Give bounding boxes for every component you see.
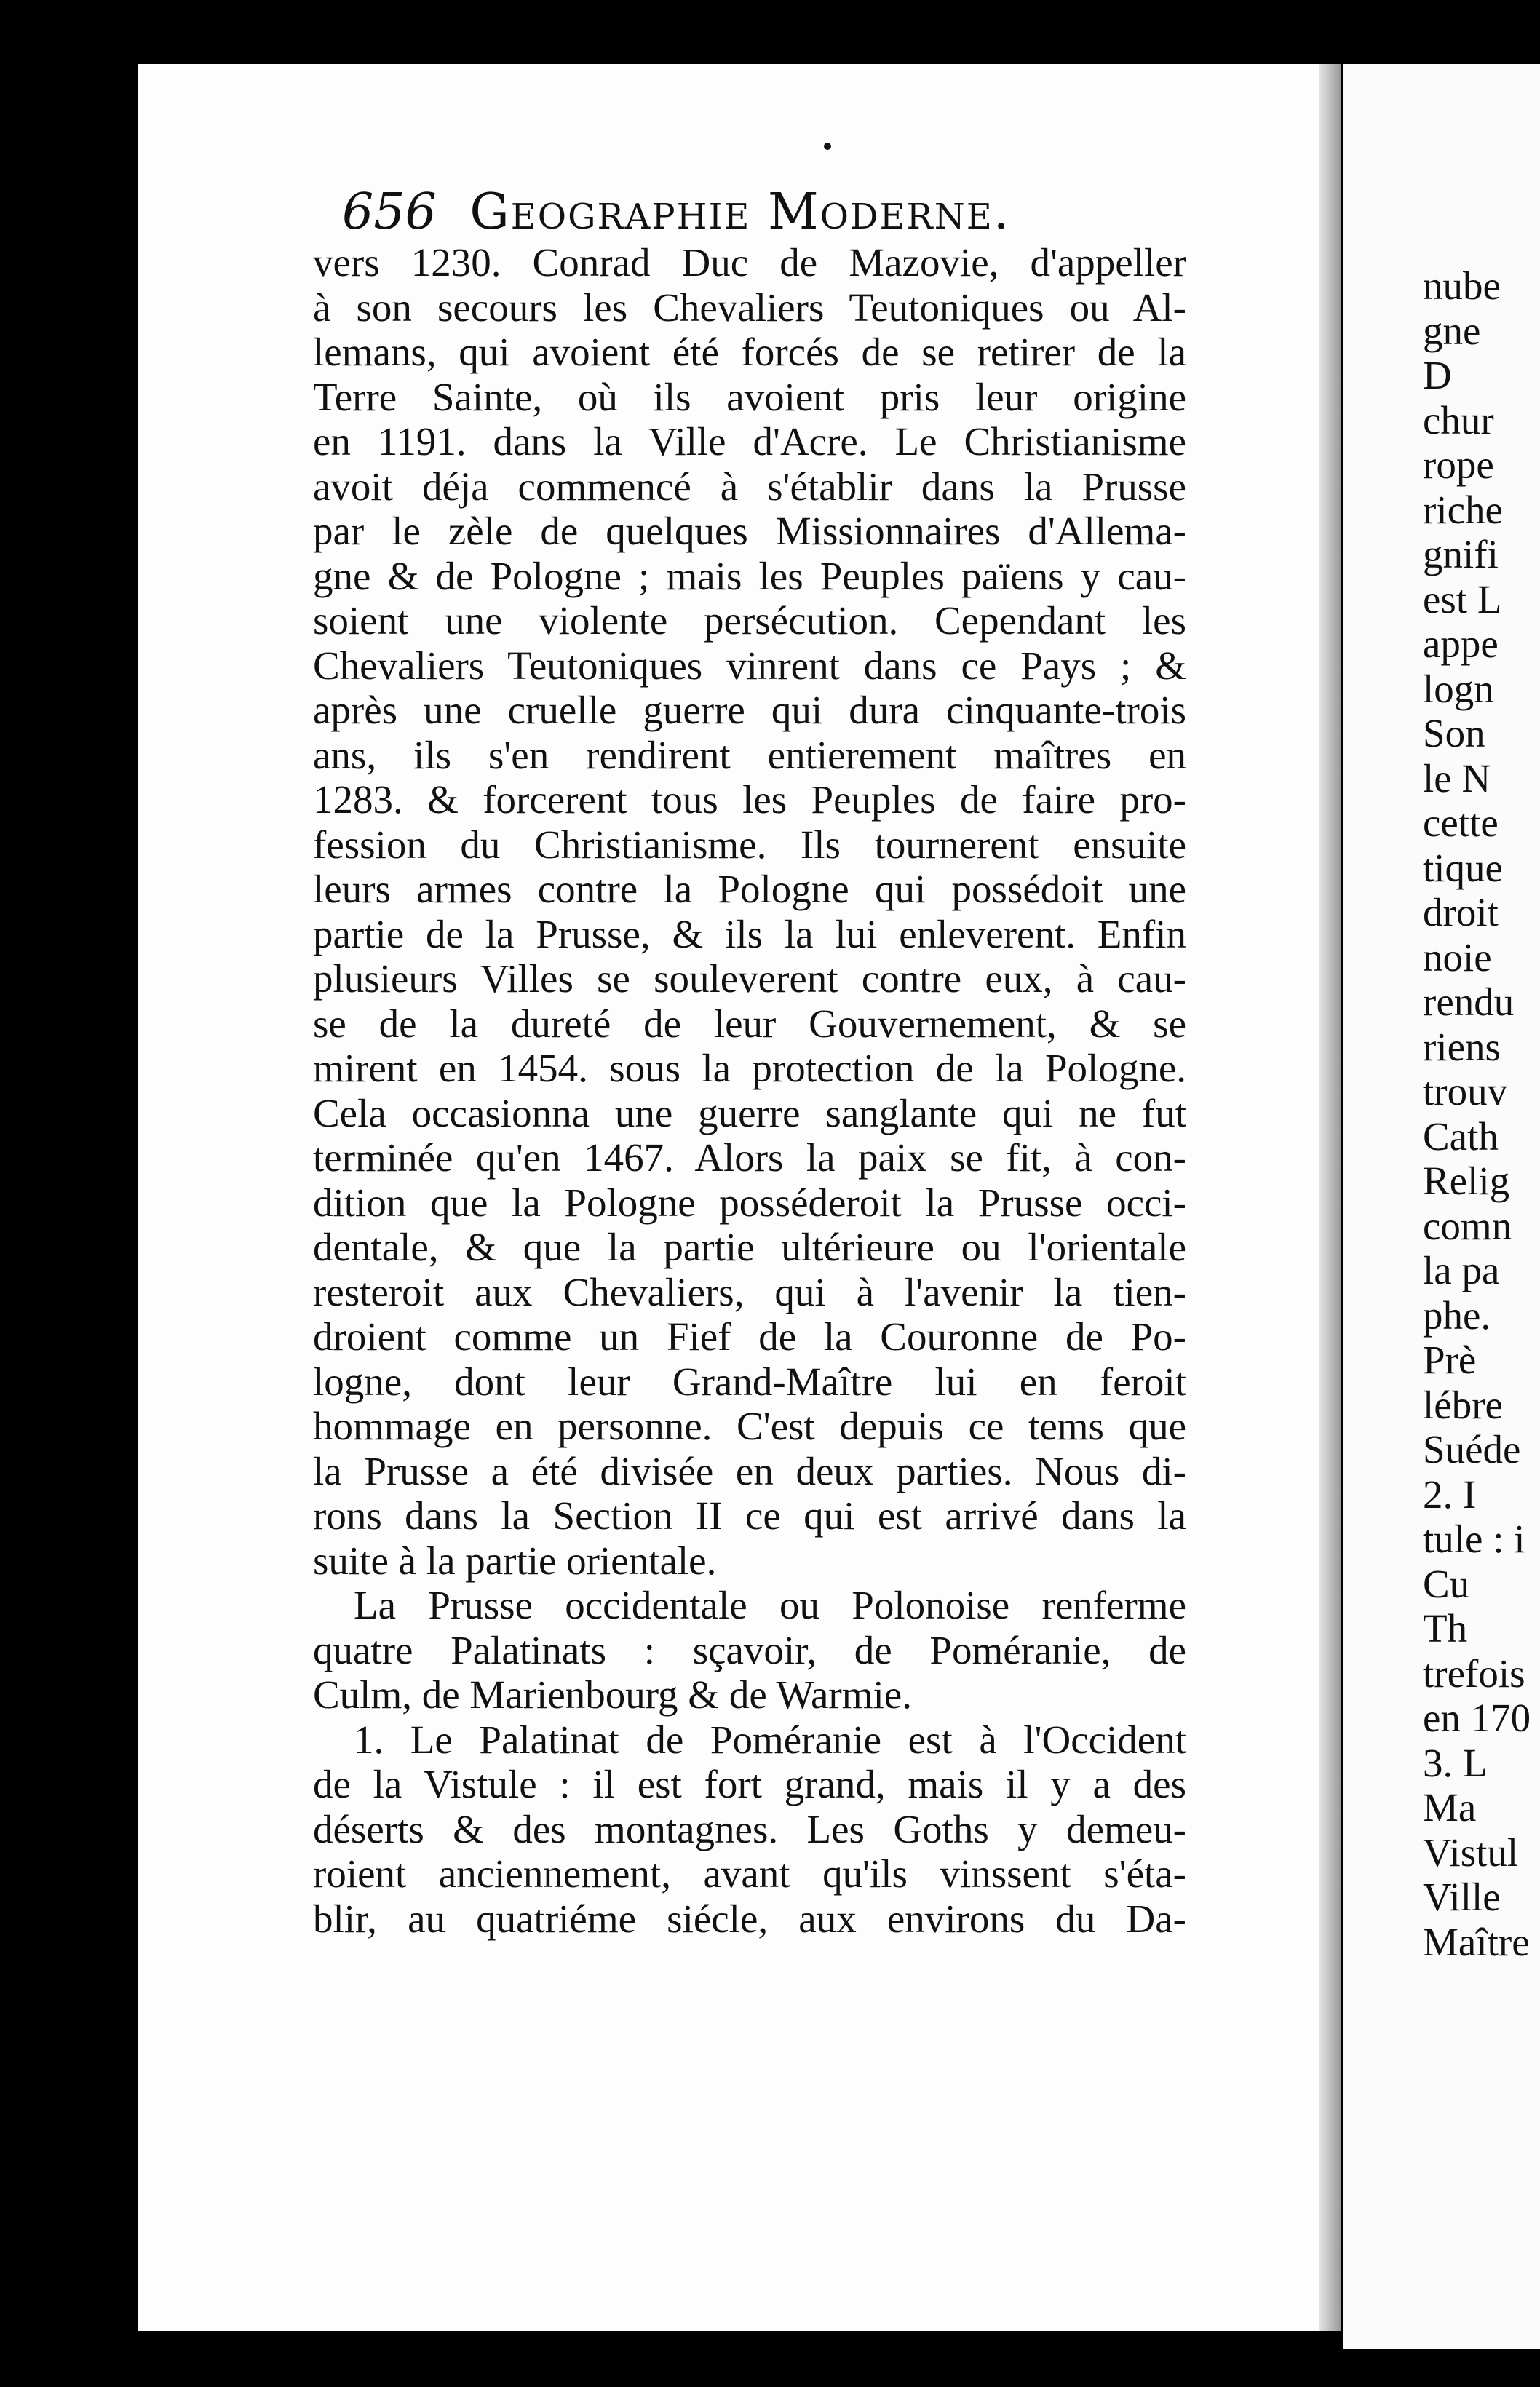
text-line: terminée qu'en 1467. Alors la paix se fit, à con- [313, 1135, 1186, 1180]
facing-text-line: chur [1423, 397, 1494, 442]
facing-text-line: le N [1423, 755, 1491, 801]
text-line: dition que la Pologne posséderoit la Prusse occi- [313, 1180, 1186, 1225]
facing-text-line: cette [1423, 801, 1499, 845]
facing-text-line: droit [1423, 890, 1499, 934]
ink-speck [824, 143, 831, 150]
text-line: droient comme un Fief de la Couronne de Po- [313, 1314, 1186, 1359]
facing-text-line: Cu [1423, 1561, 1470, 1606]
text-line: Cela occasionna une guerre sanglante qui ne fut [313, 1090, 1186, 1135]
text-line: resteroit aux Chevaliers, qui à l'avenir la tien- [313, 1269, 1186, 1314]
text-line: gne & de Pologne ; mais les Peuples païens y cau- [313, 553, 1186, 598]
facing-text-line: nube [1423, 263, 1501, 308]
facing-text-line: Cath [1423, 1113, 1499, 1159]
text-line: en 1191. dans la Ville d'Acre. Le Christianisme [313, 419, 1186, 464]
facing-text-line: gnifi [1423, 532, 1499, 576]
text-line: lemans, qui avoient été forcés de se retirer de la [313, 330, 1186, 374]
facing-text-line: phe. [1423, 1292, 1491, 1338]
body-text [313, 240, 1186, 1941]
facing-text-line: trefois [1423, 1651, 1525, 1696]
facing-text-line: logn [1423, 666, 1494, 711]
text-line: à son secours les Chevaliers Teutoniques ou Al- [313, 285, 1186, 330]
text-line: suite à la partie orientale. [313, 1538, 717, 1583]
facing-text-line: trouv [1423, 1069, 1508, 1113]
text-line: rons dans la Section II ce qui est arrivé dans la [313, 1493, 1186, 1538]
text-line: quatre Palatinats : sçavoir, de Poméranie, de [313, 1627, 1186, 1672]
facing-page-text-fragment [1423, 263, 1540, 1964]
text-line: vers 1230. Conrad Duc de Mazovie, d'appeller [313, 240, 1186, 285]
text-line: partie de la Prusse, & ils la lui enleverent. Enfin [313, 911, 1186, 956]
facing-text-line: D [1423, 353, 1452, 397]
text-line: hommage en personne. C'est depuis ce tems que [313, 1404, 1186, 1448]
text-line: de la Vistule : il est fort grand, mais il y a des [313, 1762, 1186, 1806]
facing-text-line: Vistul [1423, 1830, 1519, 1875]
text-line: dentale, & que la partie ultérieure ou l'orientale [313, 1225, 1186, 1269]
text-line: roient anciennement, avant qu'ils vinssent s'éta- [313, 1851, 1186, 1896]
facing-text-line: Suéde [1423, 1427, 1521, 1471]
text-line: La Prusse occidentale ou Polonoise renferme [354, 1583, 1186, 1627]
facing-text-line: en 170 [1423, 1696, 1531, 1740]
facing-text-line: est L [1423, 576, 1502, 621]
text-line: Culm, de Marienbourg & de Warmie. [313, 1672, 912, 1717]
text-line: fession du Christianisme. Ils tournerent ensuite [313, 822, 1186, 867]
text-line: blir, au quatriéme siécle, aux environs du Da- [313, 1896, 1186, 1941]
facing-text-line: riche [1423, 487, 1503, 532]
facing-text-line: 2. I [1423, 1471, 1477, 1517]
facing-text-line: rendu [1423, 980, 1515, 1024]
text-line: soient une violente persécution. Cependant les [313, 598, 1186, 643]
facing-text-line: Maître [1423, 1919, 1530, 1964]
text-line: par le zèle de quelques Missionnaires d'Allema- [313, 509, 1186, 553]
facing-text-line: gne [1423, 308, 1481, 353]
facing-text-line: lébre [1423, 1382, 1503, 1427]
text-line: Chevaliers Teutoniques vinrent dans ce Pays ; & [313, 643, 1186, 688]
facing-text-line: tique [1423, 845, 1503, 890]
page-number: 656 [342, 183, 437, 241]
text-line: Terre Sainte, où ils avoient pris leur origine [313, 374, 1186, 419]
book-gutter [1319, 64, 1341, 2331]
text-line: mirent en 1454. sous la protection de la Pologne. [313, 1046, 1186, 1090]
facing-text-line: Prè [1423, 1338, 1477, 1382]
facing-text-line: Relig [1423, 1159, 1510, 1203]
running-header [342, 183, 1070, 241]
text-line: 1283. & forcerent tous les Peuples de faire pro- [313, 777, 1186, 822]
text-line: déserts & des montagnes. Les Goths y demeu- [313, 1806, 1186, 1851]
facing-text-line: 3. L [1423, 1740, 1488, 1785]
facing-text-line: comn [1423, 1203, 1512, 1248]
text-line: logne, dont leur Grand-Maître lui en feroit [313, 1359, 1186, 1404]
facing-text-line: appe [1423, 621, 1499, 666]
text-line: la Prusse a été divisée en deux parties. Nous di- [313, 1448, 1186, 1493]
text-line: avoit déja commencé à s'établir dans la Prusse [313, 464, 1186, 509]
text-line: après une cruelle guerre qui dura cinquante-trois [313, 688, 1186, 732]
running-title: Geographie Moderne. [469, 183, 1011, 241]
text-line: leurs armes contre la Pologne qui possédoit une [313, 867, 1186, 911]
facing-text-line: noie [1423, 934, 1492, 980]
facing-text-line: riens [1423, 1024, 1501, 1069]
facing-text-line: la pa [1423, 1248, 1500, 1292]
facing-text-line: Ma [1423, 1785, 1477, 1830]
facing-text-line: Th [1423, 1606, 1468, 1651]
text-line: se de la dureté de leur Gouvernement, & se [313, 1001, 1186, 1046]
text-line: ans, ils s'en rendirent entierement maîtres en [313, 732, 1186, 777]
facing-text-line: tule : i [1423, 1517, 1525, 1561]
facing-text-line: Ville [1423, 1875, 1501, 1919]
text-line: 1. Le Palatinat de Poméranie est à l'Occident [354, 1717, 1186, 1762]
facing-text-line: rope [1423, 442, 1494, 487]
facing-text-line: Son [1423, 711, 1485, 755]
text-line: plusieurs Villes se souleverent contre eux, à cau- [313, 956, 1186, 1001]
